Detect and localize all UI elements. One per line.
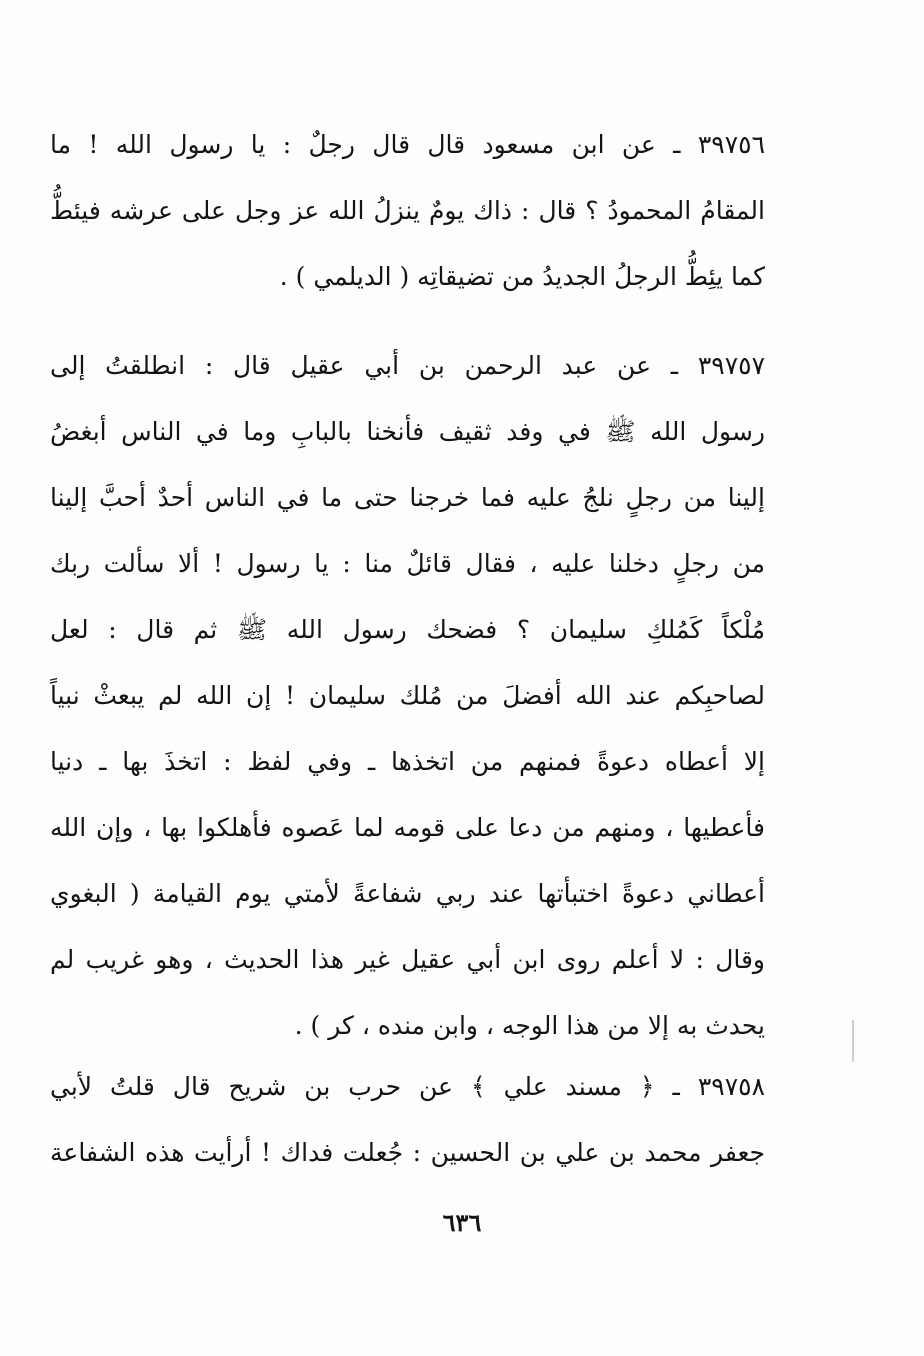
text-line: جعفر محمد بن علي بن الحسين : جُعلت فداك ! أرأيت هذه الشفاعة [50,1138,765,1167]
scan-artifact [852,1020,854,1062]
text-line: لصاحبِكم عند الله أفضلَ من مُلك سليمان ! إن الله لم يبعثْ نبياً [50,681,765,710]
hadith-39757 [50,333,765,1059]
text-line: فأعطيها ، ومنهم من دعا على قومه لما عَصوه فأهلكوا بها ، وإن الله [50,813,765,842]
text-line: ٣٩٧٥٨ ـ ﴿ مسند علي ﴾ عن حرب بن شريح قال قلتُ لأبي [50,1072,765,1101]
text-line: ٣٩٧٥٧ ـ عن عبد الرحمن بن أبي عقيل قال : انطلقتُ إلى [50,351,765,380]
text-line: مُلْكاً كَمُلكِ سليمان ؟ فضحك رسول الله ﷺ ثم قال : لعل [50,615,765,644]
text-line: إلا أعطاه دعوةً فمنهم من اتخذها ـ وفي لفظ : اتخذَ بها ـ دنيا [50,747,765,776]
hadith-39756 [50,112,765,310]
page-number: ٦٣٦ [442,1208,482,1237]
hadith-39758 [50,1054,765,1186]
text-line: رسول الله ﷺ في وفد ثقيف فأنخنا بالبابِ وما في الناس أبغضُ [50,417,765,446]
text-line: كما يئِطُّ الرجلُ الجديدُ من تضيقاتِه ( الديلمي ) . [279,262,765,291]
text-line: ٣٩٧٥٦ ـ عن ابن مسعود قال قال رجلٌ : يا رسول الله ! ما [50,130,765,159]
text-line: من رجلٍ دخلنا عليه ، فقال قائلٌ منا : يا رسول ! ألا سألت ربك [50,549,765,578]
text-line: أعطاني دعوةً اختبأتها عند ربي شفاعةً لأمتي يوم القيامة ( البغوي [50,879,765,908]
text-line: المقامُ المحمودُ ؟ قال : ذاك يومٌ ينزلُ الله عز وجل على عرشه فيئطُّ [50,196,765,225]
text-line: وقال : لا أعلم روى ابن أبي عقيل غير هذا الحديث ، وهو غريب لم [50,945,765,974]
text-line: يحدث به إلا من هذا الوجه ، وابن منده ، كر ) . [294,1011,765,1040]
text-line: إلينا من رجلٍ نلجُ عليه فما خرجنا حتى ما في الناس أحدٌ أحبَّ إلينا [50,483,765,512]
